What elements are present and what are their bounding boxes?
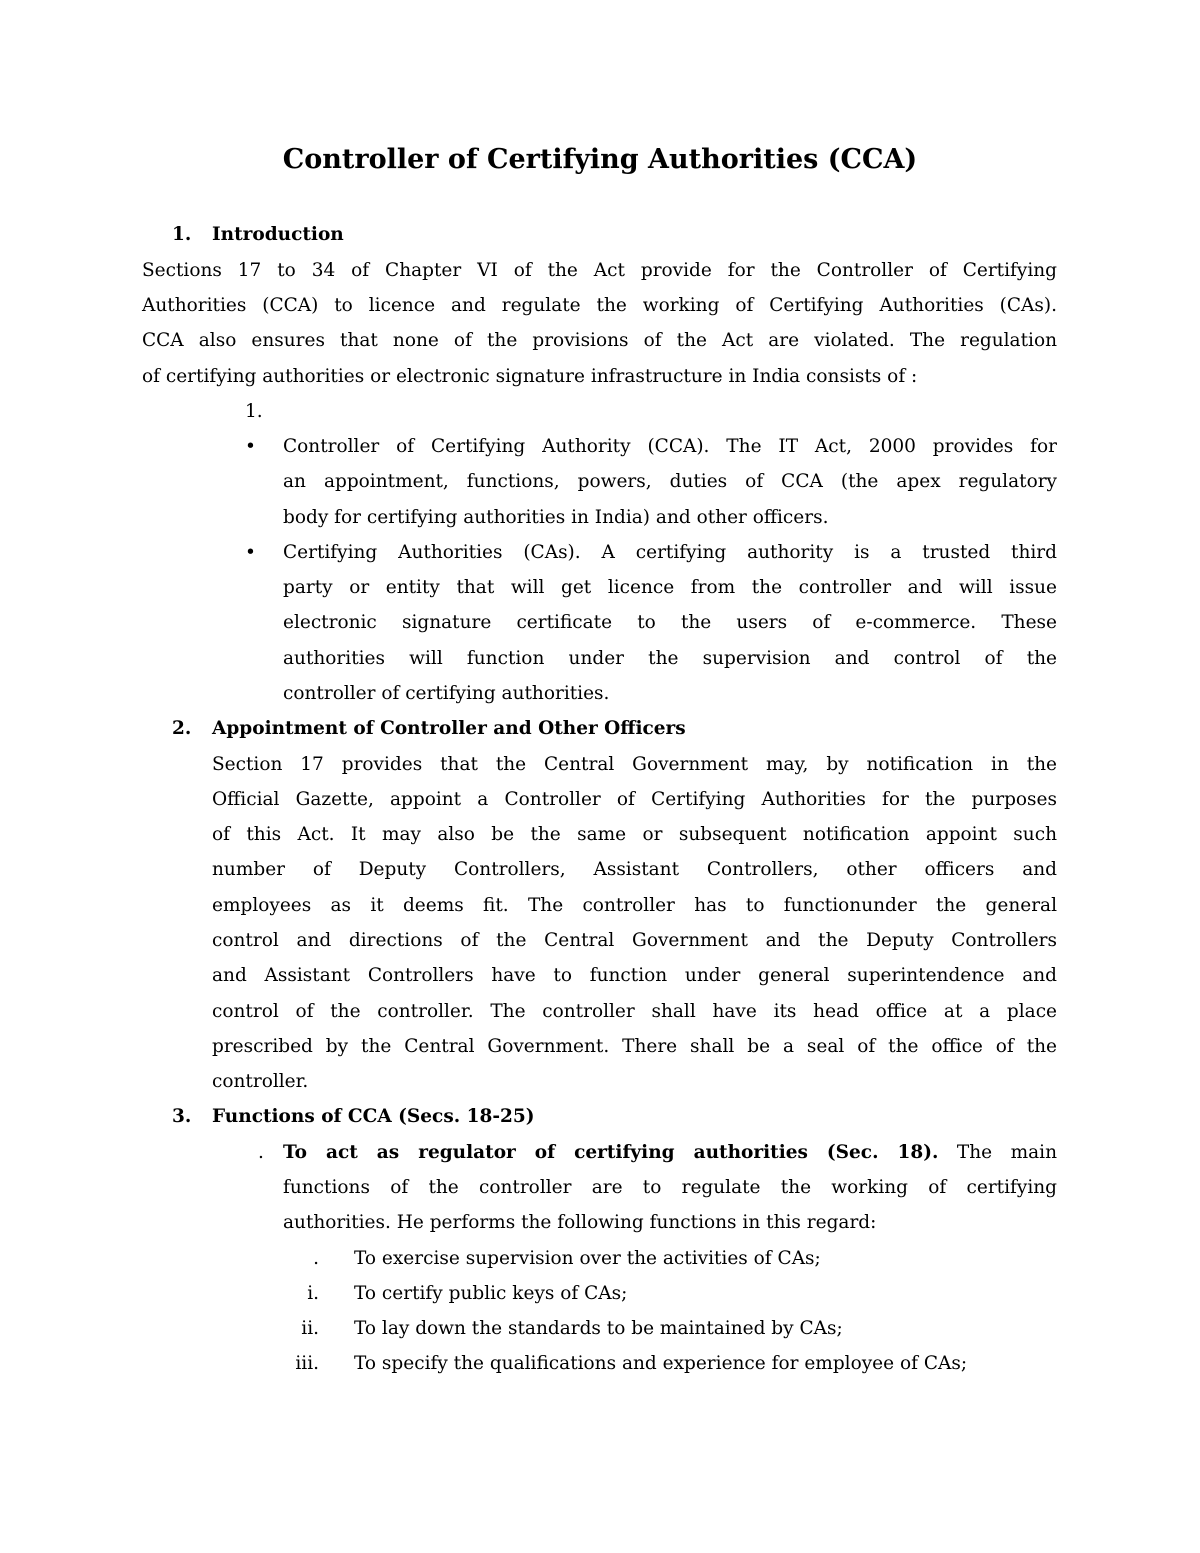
bullet-icon: •: [245, 436, 256, 458]
item-text: The main: [938, 1141, 1057, 1163]
paragraph-line: of certifying authorities or electronic signature infrastructure in India consists of :: [142, 365, 918, 387]
roman-marker: ii.: [301, 1318, 319, 1340]
paragraph-line: Official Gazette, appoint a Controller of Certifying Authorities for the purposes: [212, 788, 1057, 810]
bullet-line: Controller of Certifying Authority (CCA). The IT Act, 2000 provides for: [283, 436, 1057, 458]
bullet-line: body for certifying authorities in India) and other officers.: [283, 506, 829, 528]
paragraph-line: control of the controller. The controller shall have its head office at a place: [212, 1000, 1057, 1022]
paragraph-line: control and directions of the Central Government and the Deputy Controllers: [212, 930, 1057, 951]
subitem-line: To exercise supervision over the activities of CAs;: [354, 1247, 821, 1269]
bullet-line: party or entity that will get licence from the controller and will issue: [283, 577, 1057, 599]
list-item-line: [283, 1135, 1057, 1170]
list-marker: 1.: [245, 400, 263, 422]
list-item-line: authorities. He performs the following functions in this regard:: [283, 1212, 877, 1234]
bullet-line: controller of certifying authorities.: [283, 683, 610, 705]
section-number: 1.: [172, 224, 192, 246]
subitem-line: To certify public keys of CAs;: [354, 1282, 628, 1304]
paragraph-line: number of Deputy Controllers, Assistant Controllers, other officers and: [212, 859, 1057, 881]
paragraph-line: prescribed by the Central Government. There shall be a seal of the office of the: [212, 1035, 1057, 1057]
roman-marker: i.: [307, 1282, 319, 1304]
subitem-line: To specify the qualifications and experience for employee of CAs;: [354, 1353, 968, 1375]
section-heading-functions: Functions of CCA (Secs. 18-25): [212, 1106, 535, 1128]
paragraph-line: of this Act. It may also be the same or subsequent notification appoint such: [212, 824, 1057, 846]
bullet-line: an appointment, functions, powers, duties of CCA (the apex regulatory: [283, 471, 1057, 493]
list-item-line: functions of the controller are to regulate the working of certifying: [283, 1176, 1057, 1198]
item-bold-lead: To act as regulator of certifying authorities (Sec. 18).: [283, 1141, 939, 1163]
paragraph-line: employees as it deems fit. The controller has to functionunder the general: [212, 894, 1057, 916]
section-heading-appointment: Appointment of Controller and Other Officers: [212, 718, 686, 740]
roman-marker: iii.: [295, 1353, 319, 1375]
section-number: 2.: [172, 718, 192, 740]
paragraph-line: Section 17 provides that the Central Government may, by notification in the: [212, 753, 1057, 775]
bullet-line: electronic signature certificate to the users of e-commerce. These: [283, 612, 1057, 634]
paragraph-line: Sections 17 to 34 of Chapter VI of the Act provide for the Controller of Certifying: [142, 259, 1057, 281]
section-number: 3.: [172, 1106, 192, 1128]
bullet-line: authorities will function under the supervision and control of the: [283, 647, 1057, 669]
paragraph-line: CCA also ensures that none of the provisions of the Act are violated. The regulation: [142, 330, 1057, 352]
subitem-line: To lay down the standards to be maintained by CAs;: [354, 1318, 843, 1340]
roman-marker: .: [313, 1247, 319, 1269]
list-marker: .: [258, 1141, 264, 1163]
paragraph-line: Authorities (CCA) to licence and regulate the working of Certifying Authorities (CAs).: [142, 294, 1057, 316]
paragraph-line: controller.: [212, 1071, 309, 1093]
document-title: Controller of Certifying Authorities (CCA): [282, 144, 918, 175]
section-heading-introduction: Introduction: [212, 224, 344, 246]
bullet-line: Certifying Authorities (CAs). A certifying authority is a trusted third: [283, 541, 1057, 563]
paragraph-line: and Assistant Controllers have to function under general superintendence and: [212, 965, 1057, 987]
bullet-icon: •: [245, 541, 256, 563]
